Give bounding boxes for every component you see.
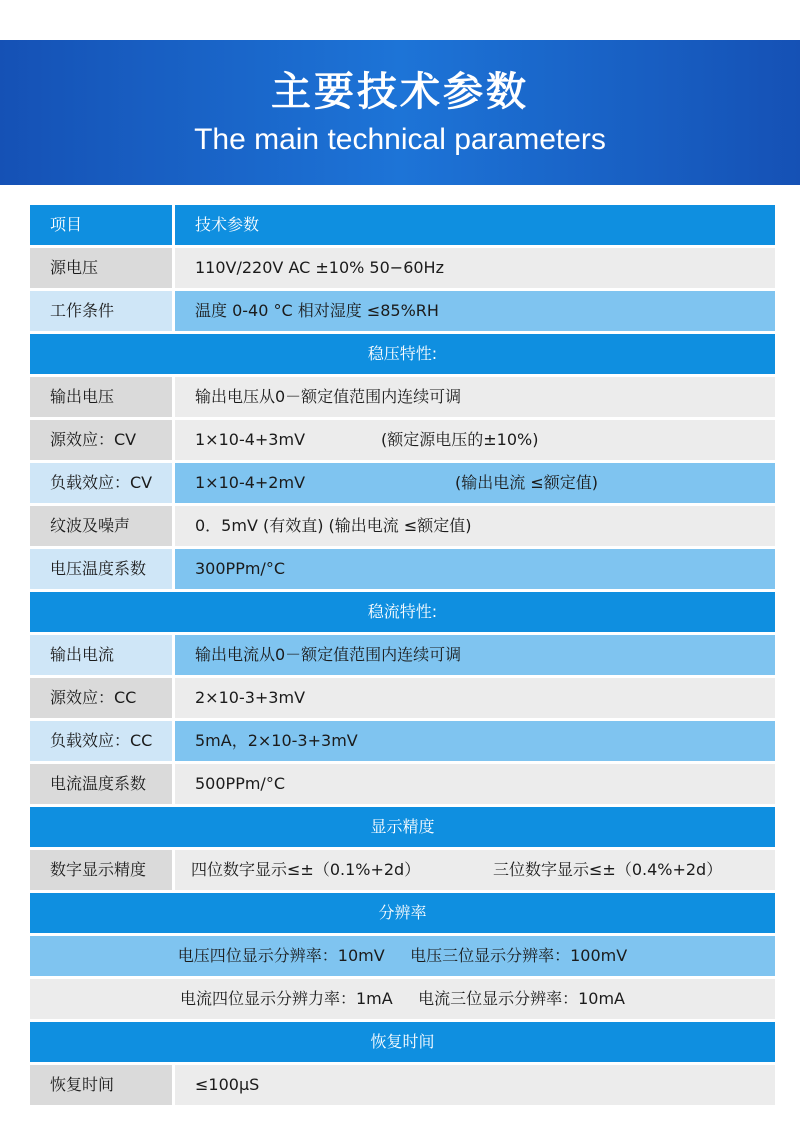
table-row: [30, 463, 775, 503]
row-note: (额定源电压的±10%): [381, 430, 539, 449]
table-row: [30, 377, 775, 417]
section-title: 恢复时间: [30, 1022, 775, 1062]
row-value: 电压四位显示分辨率：10mV 电压三位显示分辨率：100mV: [30, 936, 775, 976]
row-note: (输出电流 ≤额定值): [455, 473, 598, 492]
section-row-cc: [30, 592, 775, 632]
table-row: [30, 1065, 775, 1105]
row-label: 源效应：CC: [30, 678, 172, 718]
table-row: [30, 850, 775, 890]
row-label: 纹波及噪声: [30, 506, 172, 546]
row-value: 110V/220V AC ±10% 50−60Hz: [175, 248, 775, 288]
section-row-cv: [30, 334, 775, 374]
section-row-resolution: [30, 893, 775, 933]
header-param: 技术参数: [175, 205, 775, 245]
row-value-cell: [175, 420, 775, 460]
section-title: 稳流特性:: [30, 592, 775, 632]
row-label: 数字显示精度: [30, 850, 172, 890]
table-row: [30, 291, 775, 331]
table-row: [30, 549, 775, 589]
row-label: 源效应：CV: [30, 420, 172, 460]
row-value-cell: [175, 850, 775, 890]
parameters-table: [30, 205, 775, 1105]
page-title: 主要技术参数: [271, 69, 529, 115]
table-row: [30, 678, 775, 718]
row-value: 2×10-3+3mV: [175, 678, 775, 718]
page-subtitle: The main technical parameters: [194, 123, 606, 156]
row-value: 1×10-4+3mV: [195, 430, 306, 449]
table-header-row: [30, 205, 775, 245]
row-label: 电流温度系数: [30, 764, 172, 804]
row-value: 四位数字显示≤±（0.1%+2d）: [191, 860, 421, 879]
table-row: [30, 506, 775, 546]
table-row: [30, 764, 775, 804]
table-row: [30, 635, 775, 675]
header-banner: [0, 40, 800, 185]
row-value-cell: [175, 463, 775, 503]
row-label: 负载效应：CV: [30, 463, 172, 503]
row-value: 温度 0-40 °C 相对湿度 ≤85%RH: [175, 291, 775, 331]
row-label: 工作条件: [30, 291, 172, 331]
table-row: [30, 420, 775, 460]
row-label: 负载效应：CC: [30, 721, 172, 761]
row-label: 输出电压: [30, 377, 172, 417]
header-item: 项目: [30, 205, 172, 245]
row-label: 电压温度系数: [30, 549, 172, 589]
section-title: 显示精度: [30, 807, 775, 847]
row-value: 输出电流从0－额定值范围内连续可调: [175, 635, 775, 675]
row-value-2: 三位数字显示≤±（0.4%+2d）: [493, 860, 723, 879]
table-row: [30, 979, 775, 1019]
row-value: 电流四位显示分辨力率：1mA 电流三位显示分辨率：10mA: [30, 979, 775, 1019]
row-value: 输出电压从0－额定值范围内连续可调: [175, 377, 775, 417]
table-row: [30, 721, 775, 761]
section-row-recovery: [30, 1022, 775, 1062]
row-label: 源电压: [30, 248, 172, 288]
row-value: 500PPm/°C: [175, 764, 775, 804]
section-title: 稳压特性:: [30, 334, 775, 374]
row-value: 300PPm/°C: [175, 549, 775, 589]
row-label: 恢复时间: [30, 1065, 172, 1105]
row-value: 5mA，2×10-3+3mV: [175, 721, 775, 761]
row-value: 1×10-4+2mV: [195, 473, 306, 492]
table-row: [30, 936, 775, 976]
row-label: 输出电流: [30, 635, 172, 675]
table-row: [30, 248, 775, 288]
section-row-display: [30, 807, 775, 847]
row-value: ≤100μS: [175, 1065, 775, 1105]
section-title: 分辨率: [30, 893, 775, 933]
row-value: 0．5mV (有效直) (输出电流 ≤额定值): [175, 506, 775, 546]
